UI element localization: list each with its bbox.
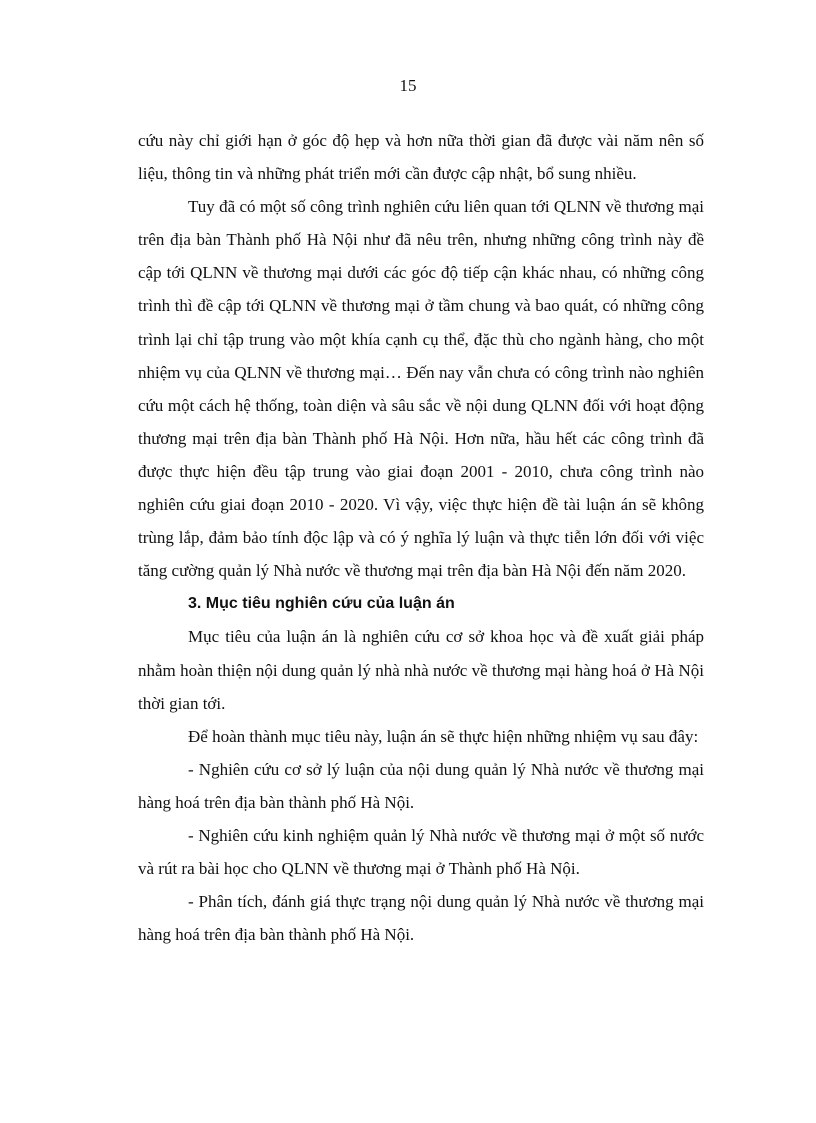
task-item-analysis: - Phân tích, đánh giá thực trạng nội dung quản lý Nhà nước về thương mại hàng hoá trên địa bàn thành phố Hà Nội. xyxy=(138,892,704,945)
page-number: 15 xyxy=(399,76,417,95)
document-body xyxy=(138,124,704,951)
paragraph-continuation: cứu này chỉ giới hạn ở góc độ hẹp và hơn nữa thời gian đã được vài năm nên số liệu, thông tin và những phát triển mới cần được cập nhật, bổ sung nhiều. xyxy=(138,131,704,184)
paragraph-tasks-intro: Để hoàn thành mục tiêu này, luận án sẽ thực hiện những nhiệm vụ sau đây: xyxy=(188,726,699,746)
paragraph-literature-gap: Tuy đã có một số công trình nghiên cứu liên quan tới QLNN về thương mại trên địa bàn Thành phố Hà Nội như đã nêu trên, nhưng những công trình này đề cập tới QLNN về thương mại dưới các góc độ tiếp cận khác nhau, có những công trình thì đề cập tới QLNN về thương mại ở tầm chung và bao quát, có những công trình lại chỉ tập trung vào một khía cạnh cụ thể, đặc thù cho ngành hàng, cho một nhiệm vụ của QLNN về thương mại… Đến nay vẫn chưa có công trình nào nghiên cứu một cách hệ thống, toàn diện và sâu sắc về nội dung QLNN đối với hoạt động thương mại trên địa bàn Thành phố Hà Nội. Hơn nữa, hầu hết các công trình đã được thực hiện đều tập trung vào giai đoạn 2001 - 2010, chưa công trình nào nghiên cứu giai đoạn 2010 - 2020. Vì vậy, việc thực hiện đề tài luận án sẽ không trùng lắp, đảm bảo tính độc lập và có ý nghĩa lý luận và thực tiễn lớn đối với việc tăng cường quản lý Nhà nước về thương mại trên địa bàn Hà Nội đến năm 2020. xyxy=(138,197,704,581)
task-item-experience: - Nghiên cứu kinh nghiệm quản lý Nhà nước về thương mại ở một số nước và rút ra bài học cho QLNN về thương mại ở Thành phố Hà Nội. xyxy=(138,825,704,879)
task-item-theory: - Nghiên cứu cơ sở lý luận của nội dung quản lý Nhà nước về thương mại hàng hoá trên địa bàn thành phố Hà Nội. xyxy=(138,759,704,812)
section-heading: 3. Mục tiêu nghiên cứu của luận án xyxy=(188,595,455,613)
paragraph-objective: Mục tiêu của luận án là nghiên cứu cơ sở khoa học và đề xuất giải pháp nhằm hoàn thiện nội dung quản lý nhà nhà nước về thương mại hàng hoá ở Hà Nội thời gian tới. xyxy=(138,627,704,713)
